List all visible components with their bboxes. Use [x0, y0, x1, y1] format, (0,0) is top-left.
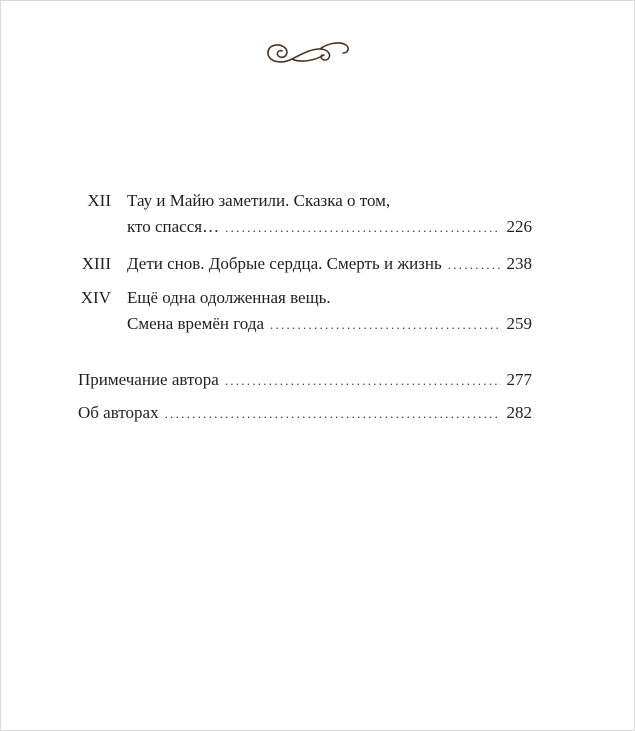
flourish-ornament-icon — [262, 35, 352, 71]
chapter-title-line: Ещё одна одолженная вещь. — [127, 288, 331, 307]
page-number: 282 — [506, 403, 532, 422]
section-title: Об авторах — [78, 403, 159, 422]
chapter-number: XIV — [80, 288, 111, 307]
chapter-title-line: Смена времён года — [127, 314, 265, 333]
page-number: 226 — [506, 217, 532, 236]
toc-entry-xiii[interactable] — [78, 252, 532, 276]
toc-entry-about-authors[interactable] — [78, 401, 532, 425]
dot-leader — [270, 313, 500, 337]
page-number: 277 — [506, 370, 532, 389]
toc-entry-xii-cont[interactable] — [78, 215, 532, 239]
chapter-title-line: Тау и Майю заметили. Сказка о том, — [127, 191, 391, 210]
chapter-title-line: Дети снов. Добрые сердца. Смерть и жизнь — [127, 254, 442, 273]
toc-entry-xiv[interactable] — [78, 286, 532, 310]
chapter-number: XIII — [81, 254, 111, 273]
dot-leader — [165, 402, 501, 426]
chapter-number: XII — [87, 191, 111, 210]
chapter-title-line: кто спасся… — [127, 217, 220, 236]
dot-leader — [448, 253, 501, 277]
dot-leader — [225, 369, 501, 393]
page-number: 259 — [506, 314, 532, 333]
toc-entry-xiv-cont[interactable] — [78, 312, 532, 336]
dot-leader — [225, 216, 500, 240]
toc-entry-author-note[interactable] — [78, 368, 532, 392]
page-number: 238 — [506, 254, 532, 273]
section-title: Примечание автора — [78, 370, 219, 389]
toc-entry-xii[interactable] — [78, 189, 532, 213]
